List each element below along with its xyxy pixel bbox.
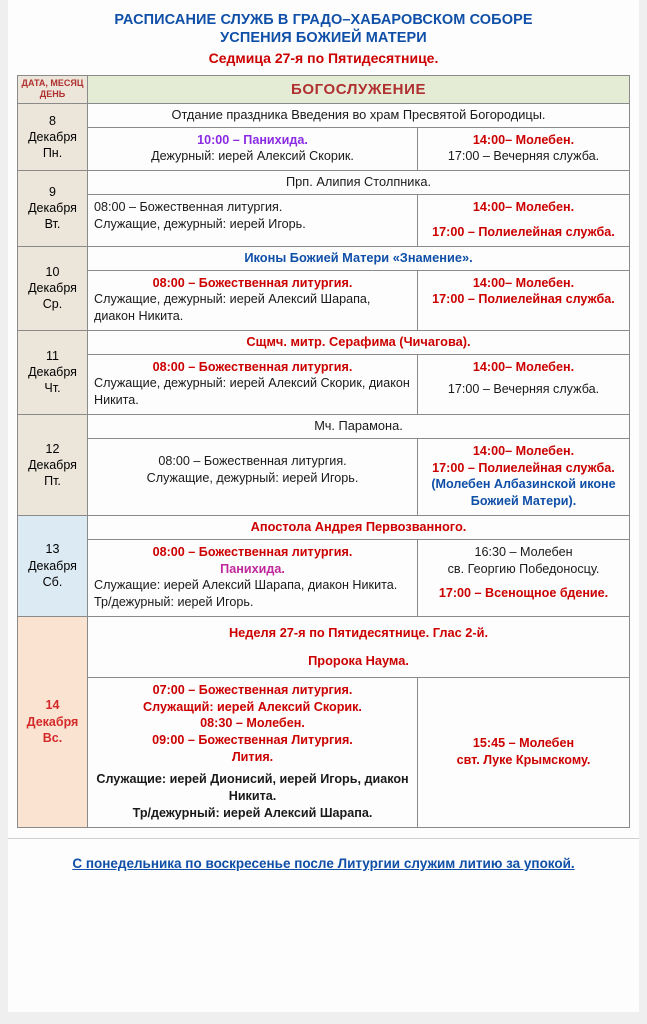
page-subtitle: Седмица 27-я по Пятидесятнице.: [208, 50, 439, 67]
date-weekday: Сб.: [42, 574, 63, 589]
service-line: 09:00 – Божественная Литургия.: [152, 732, 353, 747]
date-day-number: 8: [49, 113, 56, 128]
schedule-table: [17, 75, 630, 827]
service-line: 08:00 – Божественная литургия.: [158, 453, 347, 468]
service-line: Служащий: иерей Алексий Скорик.: [143, 699, 362, 714]
service-left: [88, 271, 418, 330]
column-header-service: БОГОСЛУЖЕНИЕ: [88, 76, 630, 104]
service-right: [418, 439, 629, 515]
service-line: 14:00– Молебен.: [472, 200, 575, 215]
service-line: 08:00 – Божественная литургия.: [94, 200, 283, 215]
service-line: 08:00 – Божественная литургия.: [152, 544, 353, 559]
date-day-number: 13: [45, 542, 60, 557]
table-row: [18, 246, 630, 330]
date-cell: [18, 414, 88, 515]
date-month: Декабря: [26, 714, 79, 729]
service-line: 17:00 – Вечерняя служба.: [447, 149, 600, 164]
service-split: [88, 271, 629, 330]
service-split: [88, 540, 629, 616]
date-day-number: 14: [45, 698, 60, 713]
service-cell: [88, 616, 630, 827]
service-line: Служащие: иерей Дионисий, иерей Игорь, диакон Никита.: [96, 772, 409, 804]
service-line: 17:00 – Всенощное бдение.: [438, 586, 609, 601]
feast-title: Пророка Наума.: [88, 645, 629, 678]
date-weekday: Пт.: [44, 474, 61, 489]
date-cell: [18, 103, 88, 170]
date-cell: [18, 246, 88, 330]
service-line: св. Георгию Победоносцу.: [447, 561, 600, 576]
date-month: Декабря: [28, 558, 77, 573]
date-month: Декабря: [28, 281, 77, 296]
date-cell: [18, 171, 88, 246]
service-right: [418, 271, 629, 330]
service-split: [88, 678, 629, 827]
service-line: 08:30 – Молебен.: [200, 716, 305, 731]
date-day-number: 10: [45, 264, 60, 279]
page-title: [18, 12, 629, 47]
service-line: Служащие, дежурный: иерей Игорь.: [146, 470, 359, 485]
service-split: [88, 355, 629, 414]
service-line: 17:00 – Вечерняя служба.: [447, 382, 600, 397]
feast-title: Мч. Парамона.: [88, 415, 629, 439]
service-line: 10:00 – Панихида.: [197, 132, 308, 147]
service-left: [88, 128, 418, 170]
feast-title: Апостола Андрея Первозванного.: [88, 516, 629, 540]
service-right: [418, 128, 629, 170]
service-line: Служащие, дежурный: иерей Алексий Скорик, диакон Никита.: [94, 376, 410, 408]
service-line: 17:00 – Полиелейная служба.: [432, 224, 615, 239]
date-weekday: Ср.: [42, 297, 63, 312]
service-line: 15:45 – Молебен: [472, 735, 575, 750]
service-cell: [88, 515, 630, 616]
service-line: 14:00– Молебен.: [472, 132, 575, 147]
date-cell: [18, 616, 88, 827]
service-left: [88, 540, 418, 616]
date-day-number: 9: [49, 184, 56, 199]
service-line: Тр/дежурный: иерей Игорь.: [94, 595, 254, 610]
page-header: [0, 0, 647, 67]
service-line: Панихида.: [220, 561, 285, 576]
service-line: 07:00 – Божественная литургия.: [152, 682, 353, 697]
table-row: [18, 171, 630, 246]
service-line: 14:00– Молебен.: [472, 359, 575, 374]
date-weekday: Вс.: [42, 730, 63, 745]
date-day-number: 11: [46, 348, 59, 363]
service-left: [88, 355, 418, 414]
table-row: [18, 616, 630, 827]
service-line: Лития.: [231, 749, 274, 764]
feast-title: Иконы Божией Матери «Знамение».: [88, 247, 629, 271]
date-month: Декабря: [28, 457, 77, 472]
table-row: [18, 414, 630, 515]
date-weekday: Вт.: [44, 217, 61, 232]
service-line: Дежурный: иерей Алексий Скорик.: [151, 149, 354, 164]
service-line: (Молебен Албазинской иконе Божией Матери).: [431, 477, 616, 509]
feast-title: Отдание праздника Введения во храм Пресвятой Богородицы.: [88, 104, 629, 128]
date-month: Декабря: [28, 365, 77, 380]
date-day-number: 12: [45, 441, 60, 456]
service-split: [88, 439, 629, 515]
footer-note: С понедельника по воскресенье после Литургии служим литию за упокой.: [72, 855, 575, 871]
service-line: Служащие: иерей Алексий Шарапа, диакон Никита.: [94, 578, 398, 593]
service-line: 14:00– Молебен.: [472, 443, 575, 458]
date-month: Декабря: [28, 201, 77, 216]
service-left: [88, 439, 418, 515]
service-cell: [88, 414, 630, 515]
service-cell: [88, 103, 630, 170]
service-cell: [88, 246, 630, 330]
service-split: [88, 128, 629, 170]
page-edge-left: [0, 0, 8, 1024]
service-left: [88, 195, 418, 245]
date-cell: [18, 330, 88, 414]
date-weekday: Пн.: [42, 146, 63, 161]
date-cell: [18, 515, 88, 616]
table-row: [18, 103, 630, 170]
service-right: [418, 195, 629, 245]
service-line: свт. Луке Крымскому.: [456, 752, 591, 767]
service-split: [88, 195, 629, 245]
feast-title: Прп. Алипия Столпника.: [88, 171, 629, 195]
service-line: 17:00 – Полиелейная служба.: [432, 292, 615, 307]
table-row: [18, 515, 630, 616]
service-line: 17:00 – Полиелейная служба.: [432, 460, 615, 475]
service-line: Тр/дежурный: иерей Алексий Шарапа.: [132, 805, 373, 820]
table-header-row: [18, 76, 630, 104]
date-weekday: Чт.: [44, 381, 61, 396]
page-edge-right: [639, 0, 647, 1024]
footer-divider: [8, 838, 639, 839]
service-cell: [88, 171, 630, 246]
service-right: [418, 540, 629, 616]
service-line: 08:00 – Божественная литургия.: [152, 275, 353, 290]
service-line: 16:30 – Молебен: [474, 544, 573, 559]
service-left: [88, 678, 418, 827]
page-edge-bottom: [0, 1012, 647, 1024]
service-line: Служащие, дежурный: иерей Алексий Шарапа, диакон Никита.: [94, 292, 371, 324]
service-right: [418, 678, 629, 827]
table-row: [18, 330, 630, 414]
service-line: 08:00 – Божественная литургия.: [152, 359, 353, 374]
service-line: 14:00– Молебен.: [472, 275, 575, 290]
column-header-date: ДАТА, МЕСЯЦ ДЕНЬ: [18, 76, 88, 104]
service-line: Служащие, дежурный: иерей Игорь.: [94, 216, 306, 231]
feast-title-top: Неделя 27-я по Пятидесятнице. Глас 2-й.: [228, 624, 489, 640]
service-right: [418, 355, 629, 414]
feast-title: Сщмч. митр. Серафима (Чичагова).: [88, 331, 629, 355]
page-title-line2: УСПЕНИЯ БОЖИЕЙ МАТЕРИ: [220, 29, 427, 46]
date-month: Декабря: [28, 129, 77, 144]
page-title-line1: РАСПИСАНИЕ СЛУЖБ В ГРАДО–ХАБАРОВСКОМ СОБОРЕ: [114, 12, 533, 28]
service-cell: [88, 330, 630, 414]
